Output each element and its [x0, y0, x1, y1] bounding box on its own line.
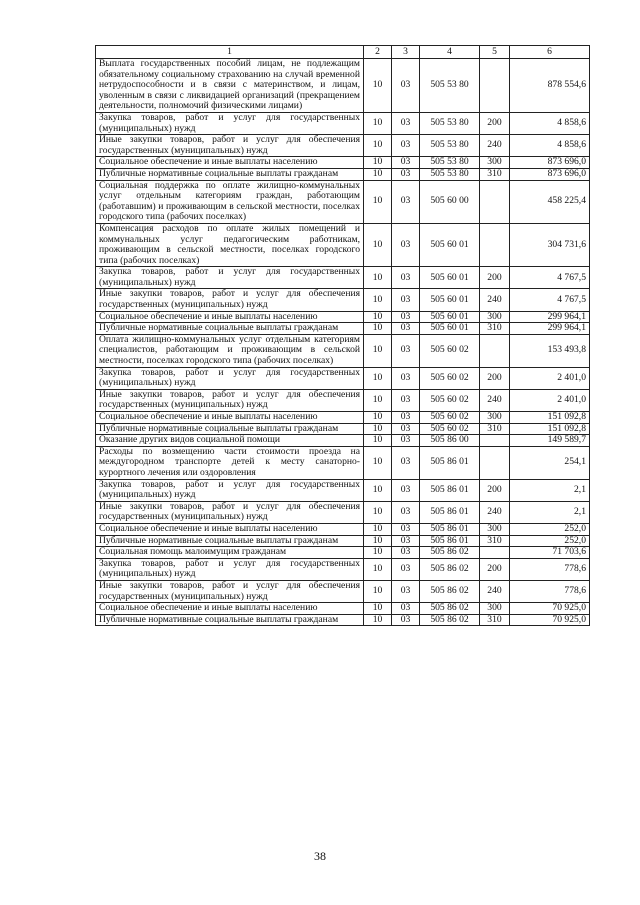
expense-type-cell	[480, 435, 510, 447]
target-article-cell: 505 60 02	[420, 367, 480, 389]
item-name-cell: Иные закупки товаров, работ и услуг для обеспечения государственных (муниципальных) нужд	[96, 289, 364, 311]
table-row	[96, 289, 590, 311]
item-name-cell: Иные закупки товаров, работ и услуг для обеспечения государственных (муниципальных) нужд	[96, 389, 364, 411]
item-name-cell: Социальное обеспечение и иные выплаты населению	[96, 412, 364, 424]
expense-type-cell: 310	[480, 614, 510, 626]
table-row	[96, 435, 590, 447]
table-row	[96, 501, 590, 523]
table-row	[96, 323, 590, 335]
target-article-cell: 505 60 02	[420, 412, 480, 424]
table-header-row	[96, 46, 590, 59]
item-name-cell: Оплата жилищно-коммунальных услуг отдельным категориям специалистов, работающим и проживающим в сельской местности, поселках городского типа (рабочих поселках)	[96, 334, 364, 367]
section-code-cell: 10	[364, 535, 392, 547]
subsection-code-cell: 03	[392, 267, 420, 289]
subsection-code-cell: 03	[392, 547, 420, 559]
expense-type-cell: 240	[480, 580, 510, 602]
section-code-cell: 10	[364, 547, 392, 559]
subsection-code-cell: 03	[392, 112, 420, 134]
amount-cell: 2,1	[510, 501, 590, 523]
subsection-code-cell: 03	[392, 558, 420, 580]
table-row	[96, 389, 590, 411]
target-article-cell: 505 53 80	[420, 168, 480, 180]
table-row	[96, 59, 590, 113]
table-row	[96, 558, 590, 580]
expense-type-cell	[480, 59, 510, 113]
expense-type-cell: 310	[480, 423, 510, 435]
table-row	[96, 135, 590, 157]
amount-cell: 778,6	[510, 558, 590, 580]
target-article-cell: 505 86 02	[420, 558, 480, 580]
target-article-cell: 505 60 00	[420, 180, 480, 223]
section-code-cell: 10	[364, 423, 392, 435]
subsection-code-cell: 03	[392, 180, 420, 223]
expense-type-cell: 200	[480, 112, 510, 134]
expense-type-cell: 240	[480, 289, 510, 311]
header-cell: 5	[480, 46, 510, 59]
expense-type-cell: 200	[480, 267, 510, 289]
expense-type-cell: 300	[480, 311, 510, 323]
item-name-cell: Закупка товаров, работ и услуг для государственных (муниципальных) нужд	[96, 479, 364, 501]
table-row	[96, 535, 590, 547]
item-name-cell: Социальная поддержка по оплате жилищно-коммунальных услуг отдельным категориям граждан, работающим (работавшим) и проживающим в сельской местности, поселках городского типа (рабочих поселках)	[96, 180, 364, 223]
amount-cell: 778,6	[510, 580, 590, 602]
subsection-code-cell: 03	[392, 412, 420, 424]
section-code-cell: 10	[364, 334, 392, 367]
amount-cell: 2 401,0	[510, 389, 590, 411]
amount-cell: 873 696,0	[510, 157, 590, 169]
table-body	[96, 59, 590, 626]
target-article-cell: 505 53 80	[420, 157, 480, 169]
target-article-cell: 505 86 01	[420, 535, 480, 547]
item-name-cell: Выплата государственных пособий лицам, не подлежащим обязательному социальному страхованию на случай временной нетрудоспособности и в связи с материнством, и лицам, уволенным в связи с ликвидацией организаций (прекращением деятельности, полномочий физическими лицами)	[96, 59, 364, 113]
item-name-cell: Иные закупки товаров, работ и услуг для обеспечения государственных (муниципальных) нужд	[96, 580, 364, 602]
table-row	[96, 334, 590, 367]
target-article-cell: 505 60 01	[420, 311, 480, 323]
amount-cell: 458 225,4	[510, 180, 590, 223]
expense-type-cell	[480, 223, 510, 266]
amount-cell: 2 401,0	[510, 367, 590, 389]
target-article-cell: 505 60 02	[420, 334, 480, 367]
expense-type-cell: 300	[480, 157, 510, 169]
item-name-cell: Публичные нормативные социальные выплаты гражданам	[96, 614, 364, 626]
expense-type-cell: 200	[480, 479, 510, 501]
target-article-cell: 505 86 00	[420, 435, 480, 447]
item-name-cell: Социальное обеспечение и иные выплаты населению	[96, 523, 364, 535]
section-code-cell: 10	[364, 223, 392, 266]
expense-type-cell	[480, 180, 510, 223]
item-name-cell: Закупка товаров, работ и услуг для государственных (муниципальных) нужд	[96, 558, 364, 580]
item-name-cell: Закупка товаров, работ и услуг для государственных (муниципальных) нужд	[96, 267, 364, 289]
subsection-code-cell: 03	[392, 367, 420, 389]
item-name-cell: Социальное обеспечение и иные выплаты населению	[96, 603, 364, 615]
amount-cell: 873 696,0	[510, 168, 590, 180]
target-article-cell: 505 60 02	[420, 389, 480, 411]
table-row	[96, 367, 590, 389]
section-code-cell: 10	[364, 135, 392, 157]
subsection-code-cell: 03	[392, 289, 420, 311]
expense-type-cell: 200	[480, 558, 510, 580]
expense-type-cell: 300	[480, 603, 510, 615]
item-name-cell: Публичные нормативные социальные выплаты гражданам	[96, 423, 364, 435]
target-article-cell: 505 86 02	[420, 580, 480, 602]
amount-cell: 70 925,0	[510, 614, 590, 626]
subsection-code-cell: 03	[392, 523, 420, 535]
amount-cell: 252,0	[510, 535, 590, 547]
subsection-code-cell: 03	[392, 603, 420, 615]
amount-cell: 4 767,5	[510, 267, 590, 289]
subsection-code-cell: 03	[392, 501, 420, 523]
subsection-code-cell: 03	[392, 479, 420, 501]
expense-type-cell	[480, 446, 510, 479]
amount-cell: 70 925,0	[510, 603, 590, 615]
subsection-code-cell: 03	[392, 135, 420, 157]
item-name-cell: Публичные нормативные социальные выплаты гражданам	[96, 168, 364, 180]
header-cell: 2	[364, 46, 392, 59]
expense-type-cell: 310	[480, 168, 510, 180]
item-name-cell: Социальная помощь малоимущим гражданам	[96, 547, 364, 559]
table-row	[96, 157, 590, 169]
table-row	[96, 168, 590, 180]
table-row	[96, 547, 590, 559]
amount-cell: 153 493,8	[510, 334, 590, 367]
expense-type-cell: 240	[480, 389, 510, 411]
target-article-cell: 505 60 02	[420, 423, 480, 435]
amount-cell: 254,1	[510, 446, 590, 479]
section-code-cell: 10	[364, 389, 392, 411]
target-article-cell: 505 60 01	[420, 223, 480, 266]
table-row	[96, 603, 590, 615]
target-article-cell: 505 60 01	[420, 323, 480, 335]
item-name-cell: Расходы по возмещению части стоимости проезда на междугородном транспорте детей к месту санаторно-курортного лечения или оздоровления	[96, 446, 364, 479]
header-cell: 6	[510, 46, 590, 59]
section-code-cell: 10	[364, 180, 392, 223]
header-cell: 1	[96, 46, 364, 59]
target-article-cell: 505 60 01	[420, 267, 480, 289]
subsection-code-cell: 03	[392, 389, 420, 411]
table-row	[96, 446, 590, 479]
section-code-cell: 10	[364, 311, 392, 323]
target-article-cell: 505 60 01	[420, 289, 480, 311]
subsection-code-cell: 03	[392, 446, 420, 479]
expense-type-cell: 310	[480, 323, 510, 335]
section-code-cell: 10	[364, 59, 392, 113]
expense-type-cell	[480, 547, 510, 559]
amount-cell: 304 731,6	[510, 223, 590, 266]
section-code-cell: 10	[364, 558, 392, 580]
item-name-cell: Компенсация расходов по оплате жилых помещений и коммунальных услуг педагогическим работникам, проживающим в сельской местности, поселках городского типа (рабочих поселках)	[96, 223, 364, 266]
item-name-cell: Публичные нормативные социальные выплаты гражданам	[96, 323, 364, 335]
amount-cell: 4 858,6	[510, 112, 590, 134]
header-cell: 3	[392, 46, 420, 59]
subsection-code-cell: 03	[392, 59, 420, 113]
item-name-cell: Иные закупки товаров, работ и услуг для обеспечения государственных (муниципальных) нужд	[96, 135, 364, 157]
section-code-cell: 10	[364, 412, 392, 424]
section-code-cell: 10	[364, 157, 392, 169]
subsection-code-cell: 03	[392, 168, 420, 180]
table-row	[96, 523, 590, 535]
target-article-cell: 505 86 01	[420, 501, 480, 523]
item-name-cell: Закупка товаров, работ и услуг для государственных (муниципальных) нужд	[96, 367, 364, 389]
table-row	[96, 412, 590, 424]
section-code-cell: 10	[364, 267, 392, 289]
table-row	[96, 267, 590, 289]
amount-cell: 299 964,1	[510, 311, 590, 323]
table-row	[96, 614, 590, 626]
amount-cell: 878 554,6	[510, 59, 590, 113]
section-code-cell: 10	[364, 603, 392, 615]
amount-cell: 151 092,8	[510, 423, 590, 435]
item-name-cell: Социальное обеспечение и иные выплаты населению	[96, 311, 364, 323]
item-name-cell: Закупка товаров, работ и услуг для государственных (муниципальных) нужд	[96, 112, 364, 134]
section-code-cell: 10	[364, 168, 392, 180]
section-code-cell: 10	[364, 614, 392, 626]
table-row	[96, 479, 590, 501]
section-code-cell: 10	[364, 367, 392, 389]
target-article-cell: 505 53 80	[420, 112, 480, 134]
table-row	[96, 311, 590, 323]
expense-type-cell: 240	[480, 135, 510, 157]
target-article-cell: 505 86 01	[420, 479, 480, 501]
subsection-code-cell: 03	[392, 423, 420, 435]
expense-type-cell	[480, 334, 510, 367]
amount-cell: 151 092,8	[510, 412, 590, 424]
budget-table	[95, 45, 590, 626]
amount-cell: 4 767,5	[510, 289, 590, 311]
target-article-cell: 505 86 02	[420, 614, 480, 626]
section-code-cell: 10	[364, 501, 392, 523]
target-article-cell: 505 53 80	[420, 135, 480, 157]
amount-cell: 2,1	[510, 479, 590, 501]
amount-cell: 252,0	[510, 523, 590, 535]
section-code-cell: 10	[364, 112, 392, 134]
subsection-code-cell: 03	[392, 580, 420, 602]
expense-type-cell: 300	[480, 523, 510, 535]
item-name-cell: Оказание других видов социальной помощи	[96, 435, 364, 447]
section-code-cell: 10	[364, 435, 392, 447]
amount-cell: 71 703,6	[510, 547, 590, 559]
target-article-cell: 505 53 80	[420, 59, 480, 113]
target-article-cell: 505 86 02	[420, 547, 480, 559]
item-name-cell: Иные закупки товаров, работ и услуг для обеспечения государственных (муниципальных) нужд	[96, 501, 364, 523]
target-article-cell: 505 86 02	[420, 603, 480, 615]
subsection-code-cell: 03	[392, 311, 420, 323]
item-name-cell: Публичные нормативные социальные выплаты гражданам	[96, 535, 364, 547]
table-row	[96, 423, 590, 435]
table-row	[96, 580, 590, 602]
expense-type-cell: 300	[480, 412, 510, 424]
subsection-code-cell: 03	[392, 157, 420, 169]
amount-cell: 299 964,1	[510, 323, 590, 335]
expense-type-cell: 310	[480, 535, 510, 547]
subsection-code-cell: 03	[392, 334, 420, 367]
section-code-cell: 10	[364, 289, 392, 311]
amount-cell: 4 858,6	[510, 135, 590, 157]
section-code-cell: 10	[364, 323, 392, 335]
subsection-code-cell: 03	[392, 535, 420, 547]
item-name-cell: Социальное обеспечение и иные выплаты населению	[96, 157, 364, 169]
target-article-cell: 505 86 01	[420, 523, 480, 535]
section-code-cell: 10	[364, 479, 392, 501]
table-row	[96, 180, 590, 223]
header-cell: 4	[420, 46, 480, 59]
target-article-cell: 505 86 01	[420, 446, 480, 479]
subsection-code-cell: 03	[392, 223, 420, 266]
page-number: 38	[314, 849, 326, 863]
expense-type-cell: 200	[480, 367, 510, 389]
section-code-cell: 10	[364, 446, 392, 479]
subsection-code-cell: 03	[392, 614, 420, 626]
section-code-cell: 10	[364, 580, 392, 602]
subsection-code-cell: 03	[392, 435, 420, 447]
amount-cell: 149 589,7	[510, 435, 590, 447]
table-row	[96, 223, 590, 266]
section-code-cell: 10	[364, 523, 392, 535]
subsection-code-cell: 03	[392, 323, 420, 335]
table-row	[96, 112, 590, 134]
expense-type-cell: 240	[480, 501, 510, 523]
